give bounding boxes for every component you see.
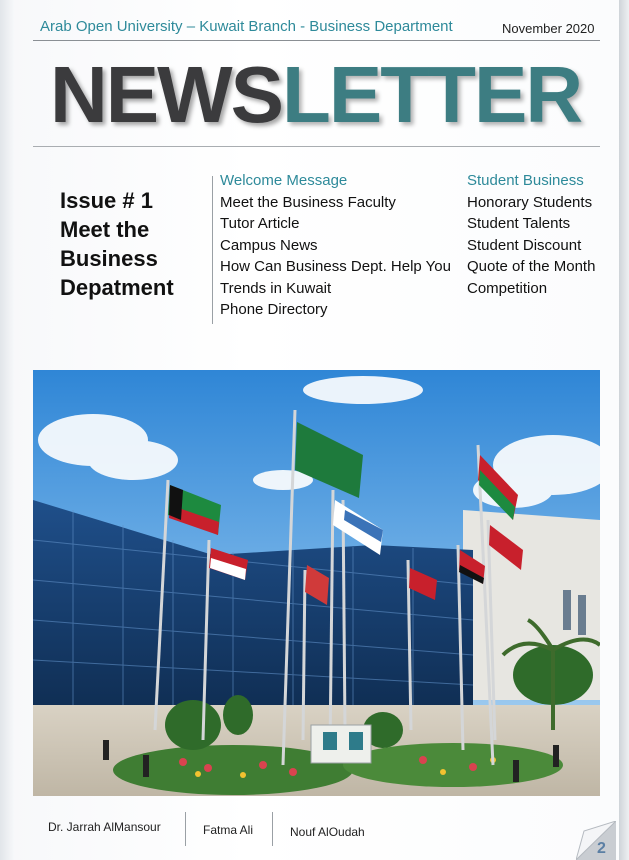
page-curl-icon[interactable] — [576, 821, 616, 860]
author-name: Dr. Jarrah AlMansour — [48, 820, 161, 834]
toc-divider — [212, 176, 213, 324]
toc-item[interactable]: Honorary Students — [467, 193, 593, 211]
toc-heading-student-business[interactable]: Student Business — [467, 172, 584, 189]
toc-item[interactable]: Campus News — [220, 236, 318, 254]
footer-divider — [185, 812, 186, 846]
toc-item[interactable]: Tutor Article — [220, 215, 300, 232]
toc-item[interactable]: Phone Directory — [220, 301, 328, 318]
toc-item[interactable]: Student Talents — [467, 215, 571, 232]
toc-item[interactable]: Trends in Kuwait — [220, 279, 332, 297]
page-edge — [619, 0, 629, 860]
author-name: Nouf AlOudah — [290, 825, 365, 839]
toc-item[interactable]: Competition — [467, 279, 548, 297]
issue-title-line: Depatment — [60, 275, 174, 300]
masthead-title — [50, 52, 581, 137]
toc-right-column — [467, 170, 617, 299]
issue-block — [60, 186, 200, 302]
header-rule — [33, 40, 600, 41]
author-name: Fatma Ali — [203, 823, 254, 837]
issue-title-line: Business — [60, 246, 158, 271]
toc-item[interactable]: Quote of the Month — [467, 258, 596, 275]
campus-photo — [33, 370, 600, 796]
issue-number: Issue # 1 — [60, 188, 153, 213]
page-number: 2 — [597, 840, 606, 857]
toc-item[interactable]: Meet the Business Faculty — [220, 193, 396, 211]
toc-item[interactable]: How Can Business Dept. Help You — [220, 258, 451, 275]
masthead-letter: LETTER — [282, 50, 582, 139]
page-spine — [0, 0, 14, 860]
footer-divider — [272, 812, 273, 846]
toc-item[interactable]: Student Discount — [467, 236, 582, 254]
toc-heading-welcome[interactable]: Welcome Message — [220, 172, 348, 189]
masthead-news: NEWS — [50, 50, 282, 139]
masthead-rule — [33, 146, 600, 147]
toc-left-column — [220, 170, 460, 321]
issue-title-line: Meet the — [60, 217, 150, 242]
header-organization: Arab Open University – Kuwait Branch - Business Department — [40, 18, 453, 35]
header-date: November 2020 — [502, 21, 595, 36]
